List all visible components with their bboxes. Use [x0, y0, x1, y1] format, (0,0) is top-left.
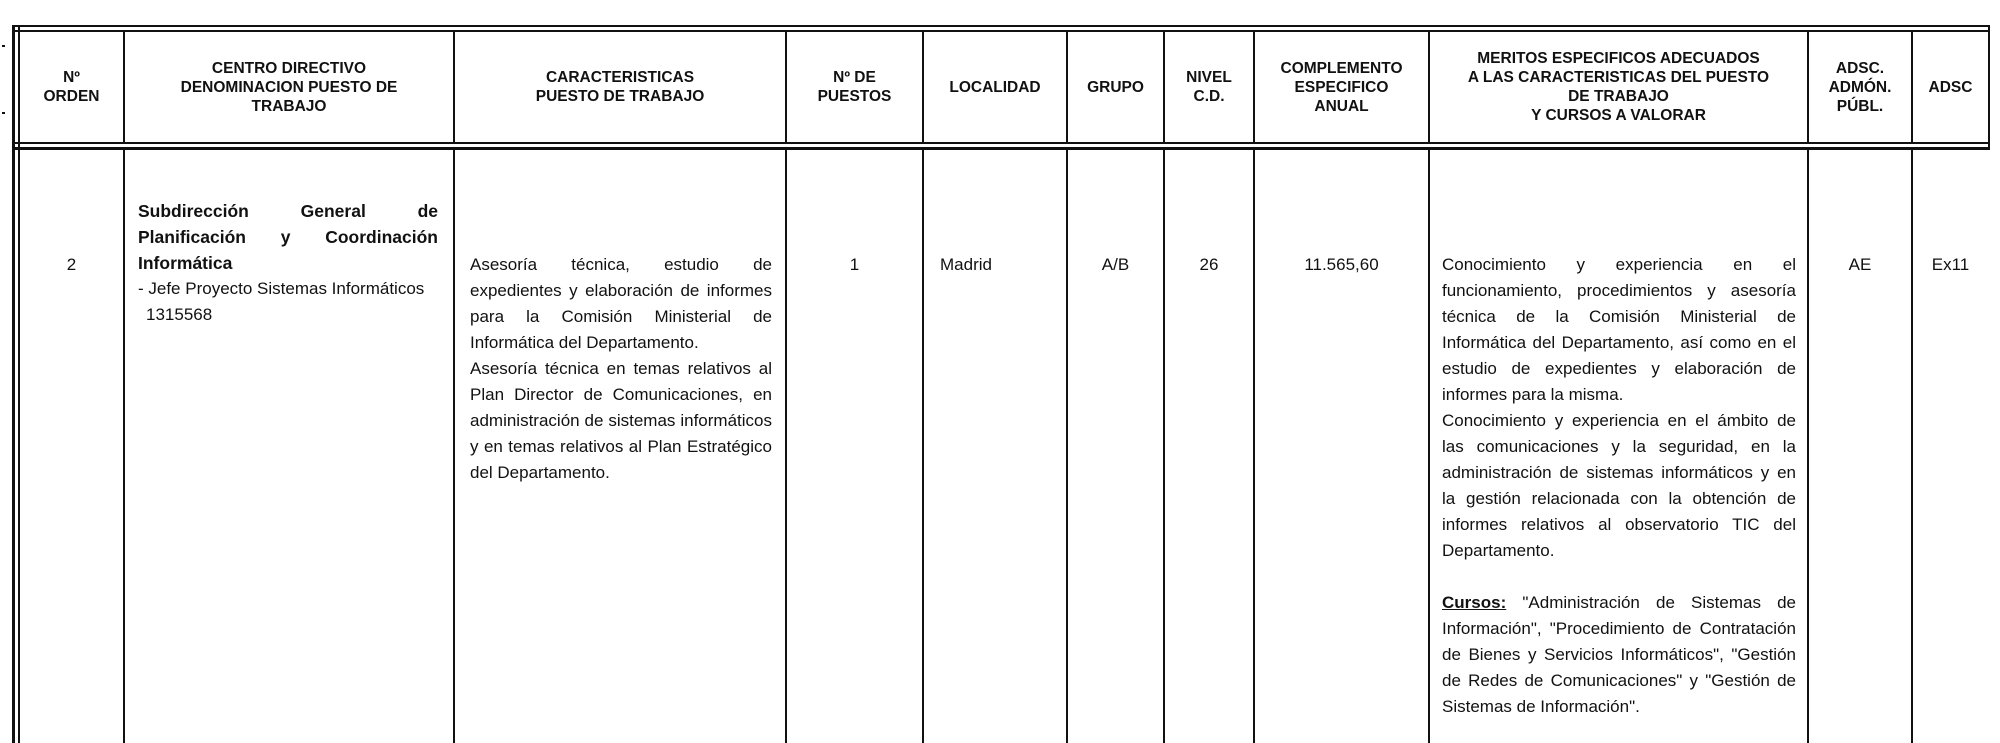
table-border	[12, 25, 1990, 27]
header-num-puestos: Nº DE PUESTOS	[817, 69, 892, 105]
centro-directivo-name: Subdirección General de Planificación y Coordinación Informática	[138, 201, 438, 273]
cell-adsc: Ex11	[1931, 255, 1970, 274]
margin-mark	[2, 112, 5, 114]
meritos-paragraph-1: Conocimiento y experiencia en el funcionamiento, procedimientos y asesoría técnica de la Comisión Ministerial de Informática del Departamento, así como en el estudio de expedientes y elaboración de informes para la misma.	[1442, 255, 1796, 404]
cell-localidad: Madrid	[940, 255, 992, 274]
header-separator	[12, 142, 1990, 144]
header-meritos: MERITOS ESPECIFICOS ADECUADOS A LAS CARACTERISTICAS DEL PUESTO DE TRABAJO Y CURSOS A VALORAR	[1467, 50, 1770, 124]
cell-centro	[138, 198, 438, 328]
header-separator	[12, 147, 1990, 150]
cell-orden: 2	[66, 255, 77, 274]
column-divider	[922, 150, 924, 743]
column-divider	[453, 150, 455, 743]
puesto-code: 1315568	[146, 305, 213, 324]
cell-complemento: 11.565,60	[1304, 255, 1379, 274]
header-centro-directivo: CENTRO DIRECTIVO DENOMINACION PUESTO DE TRABAJO	[180, 59, 398, 115]
column-divider	[1163, 150, 1165, 743]
column-divider	[785, 150, 787, 743]
column-divider	[1066, 150, 1068, 743]
header-complemento: COMPLEMENTO ESPECIFICO ANUAL	[1280, 59, 1403, 115]
cell-caracteristicas: Asesoría técnica, estudio de expedientes y elaboración de informes para la Comisión Ministerial de Informática del Departamento. Asesoría técnica en temas relativos al Plan Director de Comunicaciones, en administración de sistemas informáticos y en temas relativos al Plan Estratégico del Departamento.	[470, 255, 772, 482]
puesto-name: - Jefe Proyecto Sistemas Informáticos	[138, 279, 425, 298]
header-grupo: GRUPO	[1087, 78, 1144, 96]
cell-nivel: 26	[1199, 255, 1219, 274]
header-orden: Nº ORDEN	[43, 69, 100, 105]
header-adsc-admon: ADSC. ADMÓN. PÚBL.	[1828, 59, 1892, 115]
header-nivel: NIVEL C.D.	[1186, 69, 1232, 105]
cell-num-puestos: 1	[849, 255, 860, 274]
cell-adsc-admon: AE	[1848, 255, 1872, 274]
cell-meritos	[1442, 252, 1796, 720]
header-localidad: LOCALIDAD	[949, 78, 1041, 96]
column-divider	[1911, 150, 1913, 743]
header-adsc: ADSC	[1928, 78, 1973, 96]
column-divider	[1428, 150, 1430, 743]
margin-mark	[2, 45, 5, 47]
cursos-label: Cursos:	[1442, 593, 1507, 612]
column-divider	[123, 150, 125, 743]
column-divider	[1807, 150, 1809, 743]
cell-grupo: A/B	[1101, 255, 1130, 274]
meritos-paragraph-2: Conocimiento y experiencia en el ámbito de las comunicaciones y la seguridad, en la administración de sistemas informáticos y en la gestión relacionada con la obtención de informes relativos al observatorio TIC del Departamento.	[1442, 411, 1796, 560]
cursos-paragraph	[1442, 590, 1796, 720]
column-divider	[1253, 150, 1255, 743]
table-border	[1988, 25, 1990, 147]
header-caracteristicas: CARACTERISTICAS PUESTO DE TRABAJO	[535, 69, 705, 105]
cursos-text: "Administración de Sistemas de Información", "Procedimiento de Contratación de Bienes y Servicios Informáticos", "Gestión de Redes de Comunicaciones" y "Gestión de Sistemas de Información".	[1442, 593, 1796, 716]
